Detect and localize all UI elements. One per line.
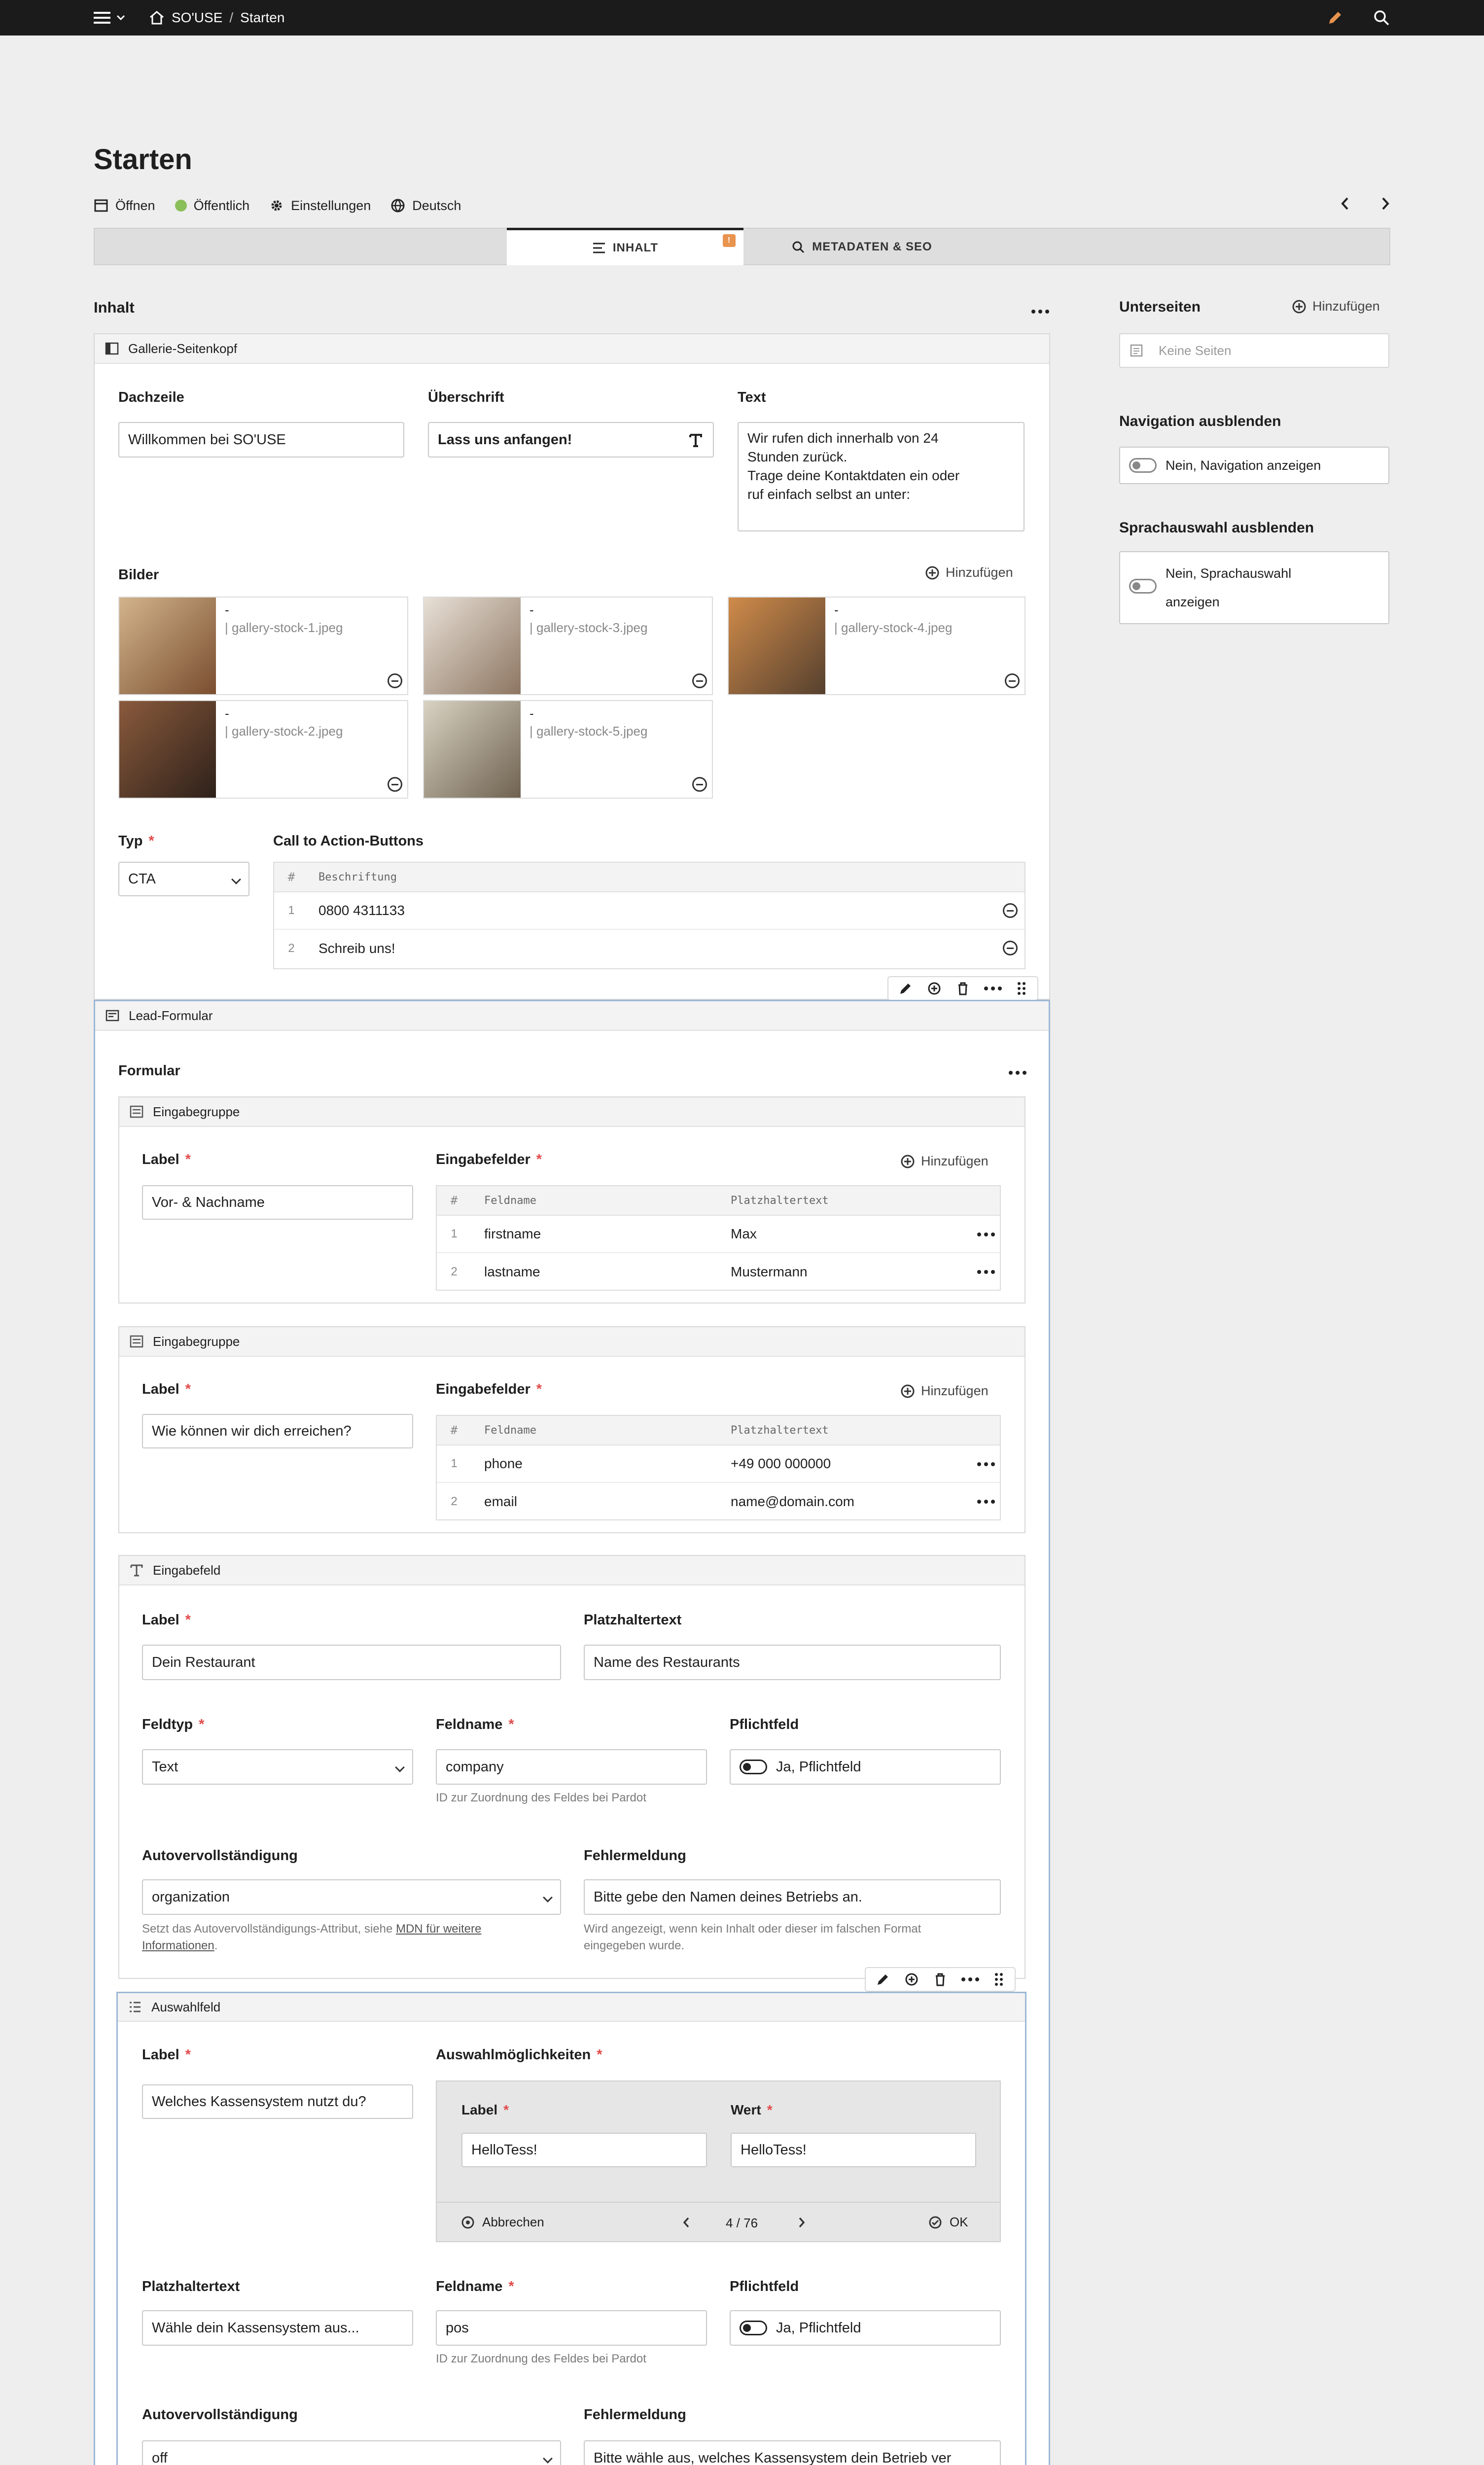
plus-circle-icon[interactable] — [927, 981, 942, 996]
group2-fields-label: Eingabefelder * — [436, 1381, 542, 1397]
title-label: Überschrift — [428, 389, 504, 405]
field-label-input[interactable]: Dein Restaurant — [142, 1645, 561, 1680]
field-placeholder-label: Platzhaltertext — [584, 1612, 682, 1628]
chevron-down-icon — [116, 15, 125, 21]
input-group-header — [119, 1327, 1025, 1357]
field-autocomplete-select[interactable]: organization — [142, 1879, 561, 1915]
cta-table-header: # Beschriftung — [274, 863, 1025, 892]
group2-add-button[interactable]: Hinzufügen — [900, 1383, 989, 1399]
mdn-link[interactable]: MDN für weitere — [395, 1922, 482, 1936]
input-group-header-label: Eingabegruppe — [153, 1104, 240, 1119]
title-input[interactable] — [428, 422, 714, 458]
image-filename: | gallery-stock-5.jpeg — [530, 724, 648, 739]
image-card[interactable] — [423, 700, 713, 799]
field-error-input[interactable]: Bitte gebe den Namen deines Betriebs an. — [584, 1879, 1001, 1915]
table-row[interactable]: 1 0800 4311133 — [274, 892, 1025, 930]
row-more-icon[interactable] — [977, 1270, 995, 1274]
option-editor-footer — [437, 2202, 1000, 2241]
public-label: Öffentlich — [193, 198, 250, 213]
group1-label-label: Label * — [142, 1152, 191, 1167]
open-button[interactable] — [94, 198, 155, 213]
chevron-down-icon — [395, 1762, 405, 1772]
image-filename: | gallery-stock-2.jpeg — [225, 724, 343, 739]
type-value: CTA — [128, 871, 156, 887]
image-filename: | gallery-stock-4.jpeg — [834, 620, 953, 635]
cta-table — [273, 862, 1025, 969]
cta-label: Call to Action-Buttons — [273, 833, 424, 849]
chevron-down-icon — [231, 875, 241, 884]
no-pages-text: Keine Seiten — [1159, 343, 1232, 358]
remove-icon[interactable] — [388, 673, 402, 688]
input-group-header-label: Eingabegruppe — [153, 1334, 240, 1349]
public-status-dot-icon — [175, 200, 187, 211]
type-label: Typ * — [118, 833, 154, 849]
breadcrumb-separator: / — [229, 10, 234, 25]
text-line-4: ruf einfach selbst an unter: — [747, 487, 910, 502]
field-required-toggle[interactable]: Ja, Pflichtfeld — [730, 1749, 1001, 1785]
select-label-input[interactable]: Welches Kassensystem nutzt du? — [142, 2084, 413, 2119]
image-title: - — [530, 602, 534, 617]
home-icon — [149, 10, 165, 25]
drag-handle-icon[interactable] — [993, 1972, 1005, 1987]
images-add-label: Hinzufügen — [946, 565, 1013, 580]
toggle-on-icon — [740, 2321, 767, 2335]
warning-badge: ! — [723, 234, 736, 247]
gallery-image-thumbnail — [729, 598, 825, 694]
select-field-header-label: Auswahlfeld — [151, 1999, 221, 2014]
text-line-3: Trage deine Kontaktdaten ein oder — [747, 468, 960, 483]
table-row[interactable]: 1 firstname Max — [437, 1216, 1000, 1253]
lead-form-header — [95, 1001, 1049, 1031]
search-icon — [791, 240, 805, 254]
list-icon — [128, 2000, 142, 2014]
field-autocomplete-label: Autovervollständigung — [142, 1848, 298, 1864]
tab-bar — [94, 228, 1390, 265]
table-header: # Feldname Platzhaltertext — [437, 1186, 1000, 1216]
headline-label: Dachzeile — [118, 389, 184, 405]
chevron-left-icon[interactable] — [1340, 196, 1350, 211]
cancel-button[interactable]: Abbrechen — [460, 2215, 544, 2230]
remove-icon[interactable] — [1003, 941, 1018, 955]
select-placeholder-label: Platzhaltertext — [142, 2279, 240, 2294]
tab-content-label: INHALT — [612, 241, 659, 254]
open-label: Öffnen — [115, 198, 155, 213]
row-more-icon[interactable] — [977, 1500, 995, 1504]
option-value-input[interactable]: HelloTess! — [731, 2133, 976, 2167]
language-button[interactable] — [390, 198, 461, 213]
lang-hide-value-2: anzeigen — [1166, 595, 1220, 609]
field-type-label: Feldtyp * — [142, 1717, 205, 1732]
gear-icon — [269, 198, 284, 213]
group2-label-label: Label * — [142, 1381, 191, 1397]
visibility-button[interactable] — [175, 198, 250, 213]
remove-icon[interactable] — [1005, 673, 1020, 688]
gallery-image-thumbnail — [424, 598, 521, 694]
option-pager: 4 / 76 — [726, 2216, 758, 2230]
remove-icon[interactable] — [692, 777, 707, 792]
pencil-icon[interactable] — [876, 1972, 890, 1987]
text-line-1: Wir rufen dich innerhalb von 24 — [747, 430, 939, 446]
gallery-block-header — [95, 334, 1049, 364]
ok-button[interactable]: OK — [928, 2215, 968, 2230]
toggle-off-icon — [1129, 458, 1157, 473]
nav-hide-title: Navigation ausblenden — [1119, 413, 1281, 429]
plus-circle-icon — [925, 565, 940, 580]
field-name-help: ID zur Zuordnung des Feldes bei Pardot — [436, 1791, 646, 1804]
more-icon[interactable] — [984, 986, 1002, 990]
chevron-right-icon[interactable] — [1380, 196, 1390, 211]
plus-circle-icon — [900, 1384, 915, 1399]
field-label-label: Label * — [142, 1612, 191, 1628]
pencil-icon[interactable] — [1326, 9, 1344, 27]
select-error-label: Fehlermeldung — [584, 2407, 686, 2423]
field-error-help: Wird angezeigt, wenn kein Inhalt oder dieser im falschen Format eingegeben wurde. — [584, 1922, 921, 1952]
input-group-header — [119, 1097, 1025, 1127]
select-autocomplete-label: Autovervollständigung — [142, 2407, 298, 2423]
more-icon[interactable] — [961, 1977, 979, 1981]
plus-circle-icon — [900, 1154, 915, 1169]
breadcrumb-current: Starten — [240, 10, 285, 25]
images-label: Bilder — [118, 567, 159, 583]
group-icon — [129, 1104, 144, 1119]
title-value: Lass uns anfangen! — [438, 431, 572, 448]
tab-meta-seo[interactable] — [743, 229, 980, 265]
image-title: - — [834, 602, 839, 617]
block-actions-toolbar — [887, 976, 1038, 1001]
group2-fields-table — [436, 1415, 1001, 1520]
drag-handle-icon[interactable] — [1016, 981, 1027, 996]
page-title: Starten — [94, 143, 192, 176]
image-title: - — [530, 706, 534, 721]
group1-label-input[interactable]: Vor- & Nachname — [142, 1185, 413, 1220]
type-select[interactable] — [118, 862, 249, 896]
subpages-add-label: Hinzufügen — [1312, 299, 1380, 314]
text-format-icon[interactable] — [688, 433, 703, 448]
tab-meta-label: METADATEN & SEO — [812, 240, 932, 253]
field-autocomplete-help: Setzt das Autovervollständigungs-Attribut, siehe MDN für weitere Informationen. — [142, 1922, 482, 1952]
content-more-icon[interactable] — [1031, 310, 1049, 314]
option-label-label: Label * — [461, 2102, 509, 2117]
option-value-label: Wert * — [731, 2102, 773, 2117]
form-title: Formular — [118, 1063, 180, 1079]
gallery-image-thumbnail — [119, 598, 216, 694]
globe-icon — [390, 198, 405, 213]
input-field-header — [119, 1556, 1025, 1585]
group1-fields-label: Eingabefelder * — [436, 1152, 542, 1167]
table-row[interactable]: 2 email name@domain.com — [437, 1483, 1000, 1520]
text-line-2: Stunden zurück. — [747, 449, 848, 464]
option-label-input[interactable]: HelloTess! — [461, 2133, 707, 2167]
trash-icon[interactable] — [933, 1972, 948, 1987]
row-more-icon[interactable] — [977, 1232, 995, 1236]
table-row[interactable]: 2 lastname Mustermann — [437, 1253, 1000, 1291]
select-error-input[interactable]: Bitte wähle aus, welches Kassensystem dein Betrieb ver — [584, 2440, 1001, 2465]
lang-hide-title: Sprachauswahl ausblenden — [1119, 520, 1314, 536]
images-add-button[interactable] — [925, 565, 1013, 580]
remove-icon[interactable] — [692, 673, 707, 688]
mdn-link-2[interactable]: Informationen — [142, 1939, 214, 1952]
subpages-add-button[interactable] — [1292, 299, 1380, 314]
group1-fields-table — [436, 1185, 1001, 1291]
select-label-label: Label * — [142, 2047, 191, 2063]
nav-hide-value: Nein, Navigation anzeigen — [1166, 458, 1321, 473]
block-actions-toolbar — [865, 1967, 1016, 1992]
lang-hide-toggle[interactable] — [1119, 551, 1389, 624]
language-label: Deutsch — [412, 198, 461, 213]
open-page-icon — [94, 198, 108, 213]
content-section-title: Inhalt — [94, 299, 135, 316]
row-more-icon[interactable] — [977, 1462, 995, 1466]
select-name-label: Feldname * — [436, 2279, 514, 2294]
lang-hide-value-1: Nein, Sprachauswahl — [1166, 566, 1292, 581]
headline-input[interactable]: Willkommen bei SO'USE — [118, 422, 404, 458]
image-card[interactable] — [728, 597, 1025, 695]
toggle-on-icon — [740, 1760, 767, 1774]
image-card[interactable] — [118, 700, 408, 799]
plus-circle-icon[interactable] — [904, 1972, 919, 1987]
chevron-down-icon — [543, 2454, 553, 2464]
plus-circle-icon — [1292, 299, 1307, 314]
remove-icon[interactable] — [388, 777, 402, 792]
search-icon[interactable] — [1373, 9, 1390, 27]
image-filename: | gallery-stock-1.jpeg — [225, 620, 343, 635]
select-required-label: Pflichtfeld — [730, 2279, 799, 2294]
subpages-title: Unterseiten — [1119, 299, 1201, 315]
tab-content[interactable] — [507, 228, 743, 265]
toggle-off-icon — [1129, 579, 1157, 594]
form-more-icon[interactable] — [1009, 1071, 1026, 1075]
select-required-toggle[interactable]: Ja, Pflichtfeld — [730, 2310, 1001, 2346]
check-circle-icon — [928, 2215, 943, 2230]
gallery-image-thumbnail — [119, 701, 216, 798]
chevron-right-icon[interactable] — [798, 2217, 806, 2228]
select-field-header — [118, 1993, 1025, 2022]
table-header: # Feldname Platzhaltertext — [437, 1416, 1000, 1445]
gallery-image-thumbnail — [424, 701, 521, 798]
nav-hide-toggle[interactable] — [1119, 447, 1389, 484]
group1-add-button[interactable]: Hinzufügen — [900, 1154, 989, 1169]
group2-label-input[interactable]: Wie können wir dich erreichen? — [142, 1414, 413, 1448]
main-menu-button[interactable] — [94, 11, 125, 25]
field-required-label: Pflichtfeld — [730, 1717, 799, 1732]
chevron-down-icon — [543, 1893, 553, 1902]
lines-icon — [592, 242, 606, 254]
form-icon — [105, 1008, 120, 1023]
top-bar — [0, 0, 1484, 35]
text-label: Text — [738, 389, 766, 405]
image-card[interactable] — [423, 597, 713, 695]
gallery-header-icon — [105, 341, 119, 356]
breadcrumb — [149, 10, 284, 26]
trash-icon[interactable] — [955, 981, 970, 996]
select-name-input[interactable]: pos — [436, 2310, 707, 2346]
lead-form-header-label: Lead-Formular — [129, 1008, 213, 1023]
text-textarea[interactable] — [738, 422, 1025, 531]
select-options-label: Auswahlmöglichkeiten * — [436, 2047, 602, 2063]
select-name-help: ID zur Zuordnung des Feldes bei Pardot — [436, 2352, 646, 2365]
gallery-header-label: Gallerie-Seitenkopf — [128, 341, 238, 356]
cancel-circle-icon — [460, 2215, 475, 2230]
field-name-input[interactable]: company — [436, 1749, 707, 1785]
hamburger-icon — [94, 11, 110, 25]
field-error-label: Fehlermeldung — [584, 1848, 686, 1864]
page-toolbar — [94, 193, 1390, 218]
settings-button[interactable] — [269, 198, 371, 213]
text-icon — [129, 1563, 144, 1578]
select-placeholder-input[interactable]: Wähle dein Kassensystem aus... — [142, 2310, 413, 2346]
image-title: - — [225, 602, 229, 617]
pencil-icon[interactable] — [898, 981, 913, 996]
settings-label: Einstellungen — [291, 198, 371, 213]
chevron-left-icon[interactable] — [682, 2217, 690, 2228]
select-autocomplete-select[interactable]: off — [142, 2440, 561, 2465]
breadcrumb-home[interactable]: SO'USE — [172, 10, 223, 25]
table-row[interactable]: 1 phone +49 000 000000 — [437, 1445, 1000, 1483]
input-field-header-label: Eingabefeld — [153, 1562, 221, 1578]
image-title: - — [225, 706, 229, 721]
group-icon — [129, 1334, 144, 1349]
table-row[interactable]: 2 Schreib uns! — [274, 930, 1025, 967]
field-name-label: Feldname * — [436, 1717, 514, 1732]
remove-icon[interactable] — [1003, 903, 1018, 918]
field-placeholder-input[interactable]: Name des Restaurants — [584, 1645, 1001, 1680]
field-type-select[interactable]: Text — [142, 1749, 413, 1785]
page-icon — [1129, 343, 1144, 358]
subpages-empty-box — [1119, 333, 1389, 368]
image-filename: | gallery-stock-3.jpeg — [530, 620, 648, 635]
image-card[interactable] — [118, 597, 408, 695]
